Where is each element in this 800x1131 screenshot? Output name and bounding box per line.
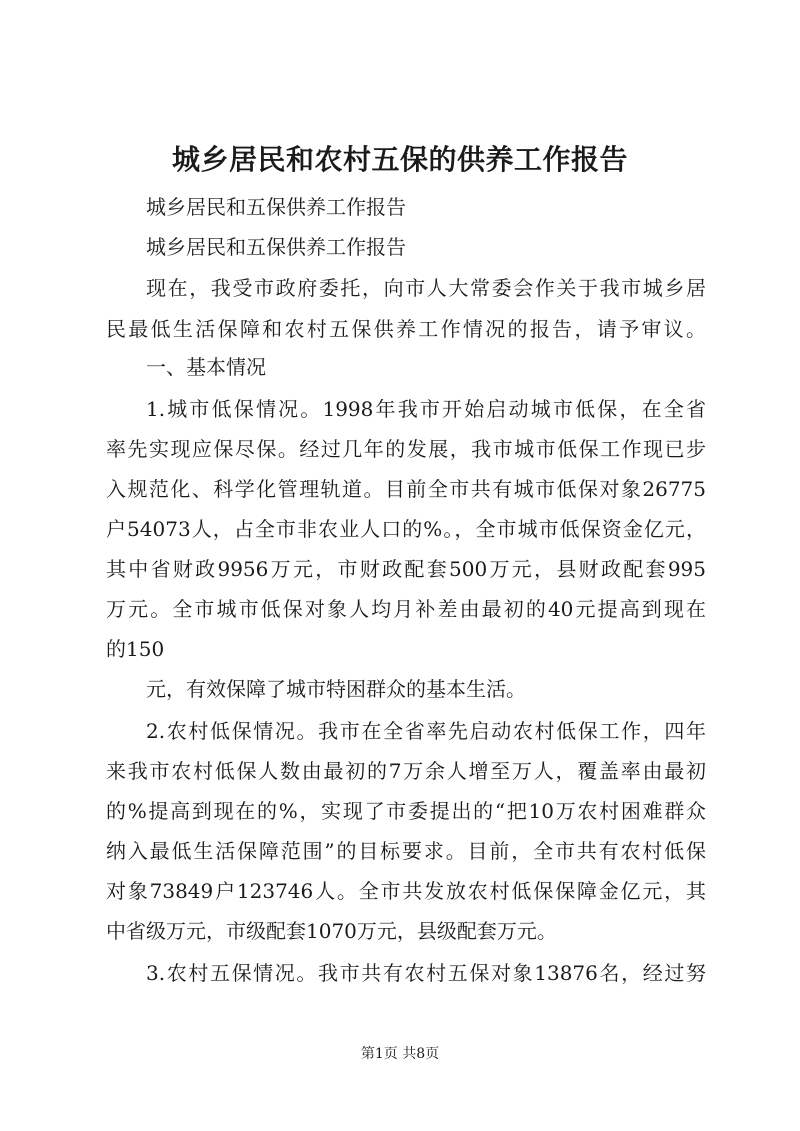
- body-line: 纳入最低生活保障范围”的目标要求。目前，全市共有农村低保: [106, 839, 706, 863]
- body-line: 民最低生活保障和农村五保供养工作情况的报告，请予审议。: [106, 317, 706, 341]
- subtitle-line-2: 城乡居民和五保供养工作报告: [146, 235, 406, 259]
- body-line: 率先实现应保尽保。经过几年的发展，我市城市低保工作现已步: [106, 437, 706, 461]
- body-line: 入规范化、科学化管理轨道。目前全市共有城市低保对象26775: [106, 477, 706, 501]
- body-line: 3.农村五保情况。我市共有农村五保对象13876名，经过努: [146, 961, 706, 985]
- body-line: 的150: [106, 637, 165, 661]
- subtitle-line-1: 城乡居民和五保供养工作报告: [146, 195, 406, 219]
- section-heading: 一、基本情况: [146, 355, 266, 379]
- body-line: 对象73849户123746人。全市共发放农村低保保障金亿元，其: [106, 879, 706, 903]
- document-title: 城乡居民和农村五保的供养工作报告: [171, 143, 628, 176]
- body-line: 万元。全市城市低保对象人均月补差由最初的40元提高到现在: [106, 597, 706, 621]
- body-line: 的%提高到现在的%，实现了市委提出的“把10万农村困难群众: [106, 799, 706, 823]
- body-line: 户54073人，占全市非农业人口的%。，全市城市低保资金亿元，: [106, 517, 706, 541]
- body-line: 现在，我受市政府委托，向市人大常委会作关于我市城乡居: [146, 276, 706, 300]
- body-line: 元，有效保障了城市特困群众的基本生活。: [146, 677, 526, 701]
- body-line: 1.城市低保情况。1998年我市开始启动城市低保，在全省: [146, 397, 706, 421]
- body-line: 其中省财政9956万元，市财政配套500万元，县财政配套995: [106, 557, 706, 581]
- page-footer: 第1页 共8页: [360, 1046, 440, 1062]
- body-line: 中省级万元，市级配套1070万元，县级配套万元。: [106, 919, 557, 943]
- body-line: 2.农村低保情况。我市在全省率先启动农村低保工作，四年: [146, 719, 706, 743]
- body-line: 来我市农村低保人数由最初的7万余人增至万人，覆盖率由最初: [106, 759, 706, 783]
